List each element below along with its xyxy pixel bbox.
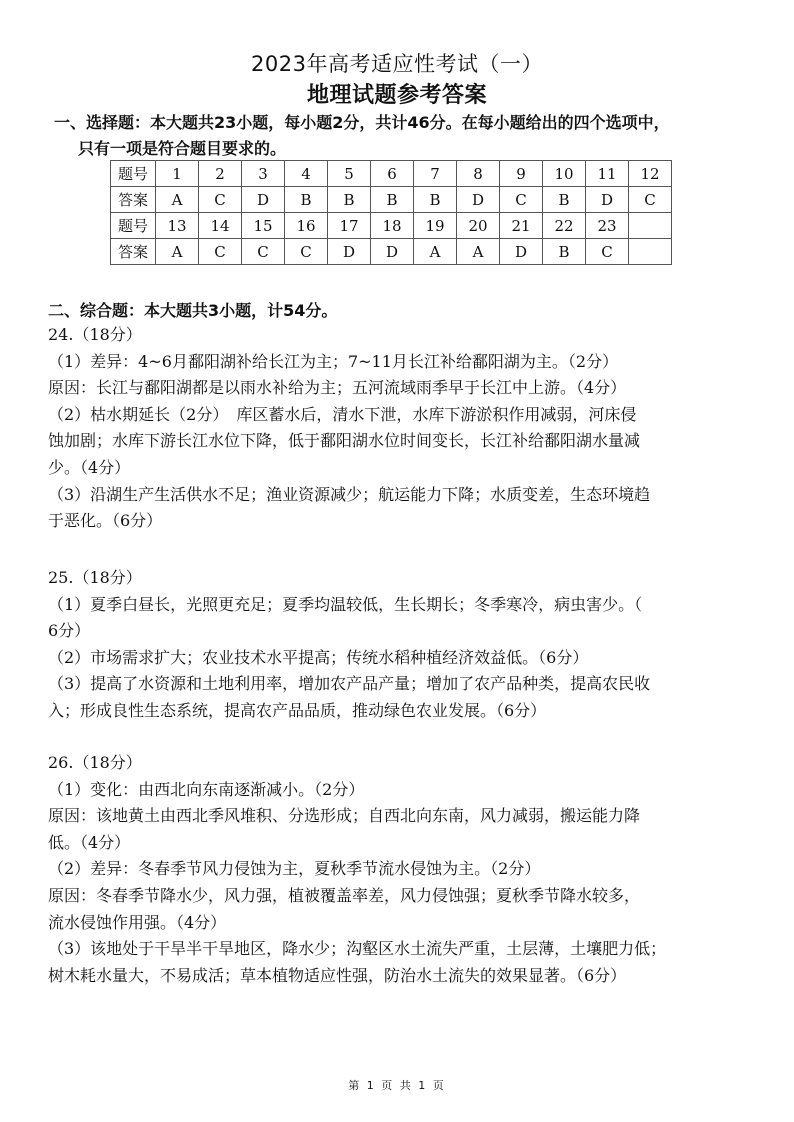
answer-line: （2）差异：冬春季节风力侵蚀为主，夏秋季节流水侵蚀为主。（2分） <box>48 859 541 879</box>
table-cell: D <box>371 239 414 265</box>
table-cell: D <box>586 187 629 213</box>
answer-line: 低。（4分） <box>48 832 131 852</box>
answer-line: （3）提高了水资源和土地利用率，增加农产品产量；增加了农产品种类，提高农民收 <box>48 674 651 694</box>
table-cell: 20 <box>457 213 500 239</box>
table-cell: 6 <box>371 161 414 187</box>
answer-line: （2）枯水期延长（2分） 库区蓄水后，清水下泄，水库下游淤积作用减弱，河床侵 <box>48 404 637 424</box>
table-cell: A <box>156 239 199 265</box>
page-subtitle: 地理试题参考答案 <box>306 83 487 108</box>
table-cell: B <box>414 187 457 213</box>
table-cell: 19 <box>414 213 457 239</box>
answer-line: （1）夏季白昼长，光照更充足；夏季均温较低，生长期长；冬季寒冷，病虫害少。（ <box>48 594 643 614</box>
question-25 <box>48 565 758 725</box>
section2-heading: 二、综合题：本大题共3小题，计54分。 <box>48 301 338 320</box>
table-cell: 11 <box>586 161 629 187</box>
table-cell: 18 <box>371 213 414 239</box>
table-cell: 8 <box>457 161 500 187</box>
table-cell: C <box>500 187 543 213</box>
table-cell: D <box>457 187 500 213</box>
table-row-header: 答案 <box>111 239 156 265</box>
table-cell: 12 <box>629 161 672 187</box>
table-cell: D <box>242 187 285 213</box>
table-cell: A <box>414 239 457 265</box>
answer-line: 树木耗水量大，不易成活；草本植物适应性强，防治水土流失的效果显著。（6分） <box>48 965 627 985</box>
answer-line: （3）该地处于干旱半干旱地区，降水少；沟壑区水土流失严重，土层薄，土壤肥力低； <box>48 939 667 959</box>
table-row-header: 题号 <box>111 213 156 239</box>
table-cell: 17 <box>328 213 371 239</box>
table-cell: 7 <box>414 161 457 187</box>
table-cell: 1 <box>156 161 199 187</box>
answer-line: 原因：长江与鄱阳湖都是以雨水补给为主；五河流域雨季早于长江中上游。（4分） <box>48 378 627 398</box>
answer-line: 入；形成良性生态系统，提高农产品品质，推动绿色农业发展。（6分） <box>48 700 547 720</box>
answer-line: （1）变化：由西北向东南逐渐减小。（2分） <box>48 779 365 799</box>
table-cell: B <box>543 239 586 265</box>
table-row <box>111 161 672 187</box>
page-title: 2023年高考适应性考试（一） <box>251 52 543 76</box>
table-cell: A <box>156 187 199 213</box>
section1-heading-cont: 只有一项是符合题目要求的。 <box>78 139 287 158</box>
answer-line: 蚀加剧；水库下游长江水位下降，低于鄱阳湖水位时间变长，长江补给鄱阳湖水量减 <box>48 431 641 451</box>
answer-line: 25.（18分） <box>48 568 142 587</box>
table-cell: C <box>199 239 242 265</box>
answer-line: 于恶化。（6分） <box>48 511 163 531</box>
answer-line: 原因：该地黄土由西北季风堆积、分选形成；自西北向东南，风力减弱，搬运能力降 <box>48 806 641 826</box>
table-row-header: 题号 <box>111 161 156 187</box>
section1-heading: 一、选择题：本大题共23小题，每小题2分，共计46分。在每小题给出的四个选项中， <box>54 113 670 132</box>
table-cell: 4 <box>285 161 328 187</box>
table-row <box>111 213 672 239</box>
table-cell: 15 <box>242 213 285 239</box>
answer-line: 流水侵蚀作用强。（4分） <box>48 912 227 932</box>
table-row-header: 答案 <box>111 187 156 213</box>
answer-line: 6分） <box>48 621 91 641</box>
answer-line: 24.（18分） <box>48 325 142 344</box>
page-footer: 第 1 页 共 1 页 <box>348 1079 446 1092</box>
answer-line: （3）沿湖生产生活供水不足；渔业资源减少；航运能力下降；水质变差，生态环境趋 <box>48 484 651 504</box>
table-cell: 10 <box>543 161 586 187</box>
table-cell <box>629 213 672 239</box>
table-cell: C <box>242 239 285 265</box>
answer-line: （1）差异：4~6月鄱阳湖补给长江为主；7~11月长江补给鄱阳湖为主。（2分） <box>48 351 619 371</box>
answer-line: （2）市场需求扩大；农业技术水平提高；传统水稻种植经济效益低。（6分） <box>48 647 589 667</box>
table-cell: A <box>457 239 500 265</box>
table-cell: D <box>328 239 371 265</box>
table-cell: 14 <box>199 213 242 239</box>
table-cell: B <box>285 187 328 213</box>
answer-table <box>110 160 672 265</box>
table-cell: 9 <box>500 161 543 187</box>
table-cell: D <box>500 239 543 265</box>
table-cell: C <box>285 239 328 265</box>
table-cell: 3 <box>242 161 285 187</box>
question-26 <box>48 750 758 989</box>
table-cell: 16 <box>285 213 328 239</box>
answer-line: 26.（18分） <box>48 753 142 772</box>
table-cell: 22 <box>543 213 586 239</box>
table-cell: C <box>199 187 242 213</box>
table-cell: C <box>629 187 672 213</box>
question-24 <box>48 322 758 535</box>
table-cell: C <box>586 239 629 265</box>
table-cell: 23 <box>586 213 629 239</box>
table-cell: B <box>328 187 371 213</box>
table-row <box>111 239 672 265</box>
table-cell: B <box>371 187 414 213</box>
table-cell: 13 <box>156 213 199 239</box>
table-cell: B <box>543 187 586 213</box>
table-cell: 21 <box>500 213 543 239</box>
table-cell: 5 <box>328 161 371 187</box>
answer-line: 少。（4分） <box>48 457 131 477</box>
table-row <box>111 187 672 213</box>
table-cell: 2 <box>199 161 242 187</box>
table-cell <box>629 239 672 265</box>
answer-line: 原因：冬春季节降水少，风力强，植被覆盖率差，风力侵蚀强；夏秋季节降水较多， <box>48 885 641 905</box>
